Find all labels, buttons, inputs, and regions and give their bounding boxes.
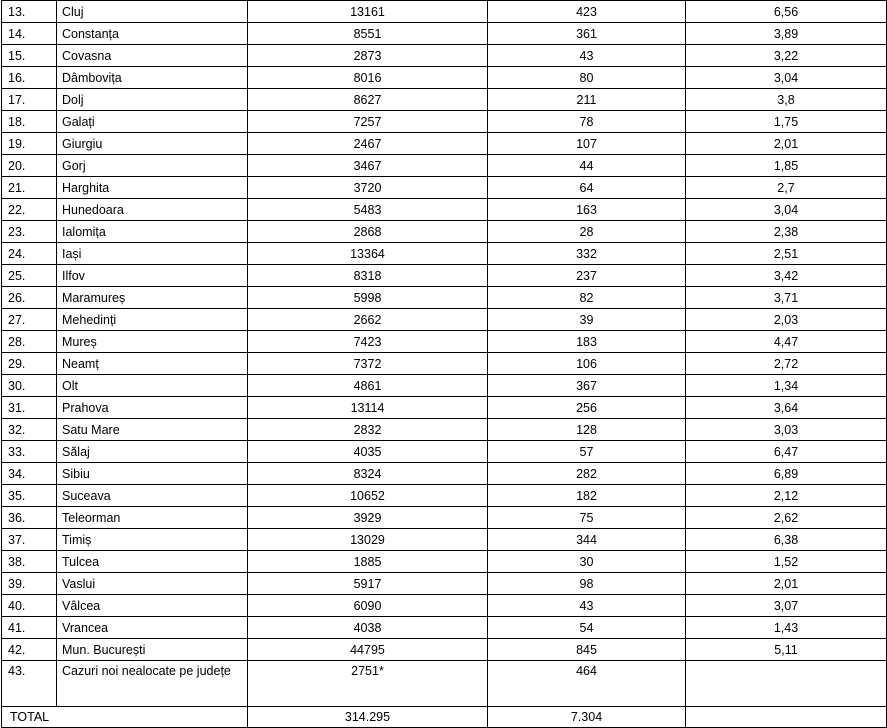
county-name: Cazuri noi nealocate pe județe bbox=[57, 661, 248, 707]
table-row-total bbox=[2, 707, 887, 728]
new-cases: 44 bbox=[488, 155, 686, 177]
row-number: 41. bbox=[2, 617, 57, 639]
total-cases: 13114 bbox=[248, 397, 488, 419]
total-cases: 13029 bbox=[248, 529, 488, 551]
rate: 2,01 bbox=[686, 133, 887, 155]
row-number: 29. bbox=[2, 353, 57, 375]
total-cases: 6090 bbox=[248, 595, 488, 617]
new-cases: 237 bbox=[488, 265, 686, 287]
rate: 6,56 bbox=[686, 1, 887, 23]
table-row bbox=[2, 463, 887, 485]
new-cases: 30 bbox=[488, 551, 686, 573]
county-name: Hunedoara bbox=[57, 199, 248, 221]
county-name: Constanța bbox=[57, 23, 248, 45]
total-cases: 7372 bbox=[248, 353, 488, 375]
new-cases: 282 bbox=[488, 463, 686, 485]
new-cases: 464 bbox=[488, 661, 686, 707]
rate: 6,89 bbox=[686, 463, 887, 485]
table-row bbox=[2, 177, 887, 199]
row-number: 17. bbox=[2, 89, 57, 111]
row-number: 18. bbox=[2, 111, 57, 133]
county-name: Maramureș bbox=[57, 287, 248, 309]
row-number: 26. bbox=[2, 287, 57, 309]
county-name: Mureș bbox=[57, 331, 248, 353]
total-cases: 3467 bbox=[248, 155, 488, 177]
county-name: Vâlcea bbox=[57, 595, 248, 617]
row-number: 13. bbox=[2, 1, 57, 23]
total-cases-sum: 314.295 bbox=[248, 707, 488, 728]
rate: 2,01 bbox=[686, 573, 887, 595]
rate: 1,34 bbox=[686, 375, 887, 397]
total-cases: 10652 bbox=[248, 485, 488, 507]
total-cases: 44795 bbox=[248, 639, 488, 661]
row-number: 16. bbox=[2, 67, 57, 89]
table-row-unallocated bbox=[2, 661, 887, 707]
new-cases: 182 bbox=[488, 485, 686, 507]
total-cases: 2751* bbox=[248, 661, 488, 707]
table-row bbox=[2, 309, 887, 331]
new-cases: 43 bbox=[488, 595, 686, 617]
new-cases: 344 bbox=[488, 529, 686, 551]
total-cases: 4861 bbox=[248, 375, 488, 397]
new-cases: 54 bbox=[488, 617, 686, 639]
rate: 5,11 bbox=[686, 639, 887, 661]
row-number: 21. bbox=[2, 177, 57, 199]
table-row bbox=[2, 375, 887, 397]
new-cases: 43 bbox=[488, 45, 686, 67]
new-cases: 80 bbox=[488, 67, 686, 89]
county-name: Teleorman bbox=[57, 507, 248, 529]
table-row bbox=[2, 419, 887, 441]
rate: 4,47 bbox=[686, 331, 887, 353]
row-number: 33. bbox=[2, 441, 57, 463]
new-cases: 332 bbox=[488, 243, 686, 265]
total-cases: 7257 bbox=[248, 111, 488, 133]
table-row bbox=[2, 243, 887, 265]
table-row bbox=[2, 1, 887, 23]
row-number: 28. bbox=[2, 331, 57, 353]
new-cases: 98 bbox=[488, 573, 686, 595]
new-cases: 361 bbox=[488, 23, 686, 45]
county-name: Olt bbox=[57, 375, 248, 397]
rate: 1,85 bbox=[686, 155, 887, 177]
county-name: Giurgiu bbox=[57, 133, 248, 155]
table-row bbox=[2, 89, 887, 111]
county-name: Vrancea bbox=[57, 617, 248, 639]
rate: 3,64 bbox=[686, 397, 887, 419]
county-name: Prahova bbox=[57, 397, 248, 419]
table-row bbox=[2, 551, 887, 573]
county-name: Dolj bbox=[57, 89, 248, 111]
county-name: Galați bbox=[57, 111, 248, 133]
total-cases: 5917 bbox=[248, 573, 488, 595]
total-cases: 2467 bbox=[248, 133, 488, 155]
row-number: 15. bbox=[2, 45, 57, 67]
row-number: 39. bbox=[2, 573, 57, 595]
total-cases: 13161 bbox=[248, 1, 488, 23]
total-cases: 4035 bbox=[248, 441, 488, 463]
rate: 3,07 bbox=[686, 595, 887, 617]
new-cases: 75 bbox=[488, 507, 686, 529]
new-cases: 128 bbox=[488, 419, 686, 441]
county-name: Suceava bbox=[57, 485, 248, 507]
table-row bbox=[2, 595, 887, 617]
new-cases: 64 bbox=[488, 177, 686, 199]
rate: 2,7 bbox=[686, 177, 887, 199]
county-name: Iași bbox=[57, 243, 248, 265]
new-cases: 256 bbox=[488, 397, 686, 419]
county-name: Dâmbovița bbox=[57, 67, 248, 89]
rate: 3,8 bbox=[686, 89, 887, 111]
county-name: Vaslui bbox=[57, 573, 248, 595]
total-cases: 1885 bbox=[248, 551, 488, 573]
row-number: 43. bbox=[2, 661, 57, 707]
table-row bbox=[2, 507, 887, 529]
total-cases: 8627 bbox=[248, 89, 488, 111]
total-cases: 3929 bbox=[248, 507, 488, 529]
rate: 1,52 bbox=[686, 551, 887, 573]
rate: 3,03 bbox=[686, 419, 887, 441]
row-number: 38. bbox=[2, 551, 57, 573]
new-cases: 211 bbox=[488, 89, 686, 111]
county-name: Ilfov bbox=[57, 265, 248, 287]
table-row bbox=[2, 45, 887, 67]
county-name: Mehedinți bbox=[57, 309, 248, 331]
new-cases: 107 bbox=[488, 133, 686, 155]
table-row bbox=[2, 617, 887, 639]
row-number: 22. bbox=[2, 199, 57, 221]
rate: 3,22 bbox=[686, 45, 887, 67]
total-cases: 8324 bbox=[248, 463, 488, 485]
rate: 6,38 bbox=[686, 529, 887, 551]
table-row bbox=[2, 397, 887, 419]
row-number: 37. bbox=[2, 529, 57, 551]
table-row bbox=[2, 221, 887, 243]
rate: 2,72 bbox=[686, 353, 887, 375]
county-name: Harghita bbox=[57, 177, 248, 199]
county-cases-table bbox=[1, 0, 887, 728]
new-cases: 367 bbox=[488, 375, 686, 397]
table-row bbox=[2, 529, 887, 551]
rate: 2,62 bbox=[686, 507, 887, 529]
county-name: Ialomița bbox=[57, 221, 248, 243]
rate bbox=[686, 661, 887, 707]
row-number: 32. bbox=[2, 419, 57, 441]
table-row bbox=[2, 485, 887, 507]
table-row bbox=[2, 133, 887, 155]
rate: 1,43 bbox=[686, 617, 887, 639]
new-cases: 78 bbox=[488, 111, 686, 133]
table-row bbox=[2, 287, 887, 309]
table-row bbox=[2, 199, 887, 221]
county-name: Satu Mare bbox=[57, 419, 248, 441]
rate: 1,75 bbox=[686, 111, 887, 133]
table-row bbox=[2, 155, 887, 177]
county-name: Mun. București bbox=[57, 639, 248, 661]
rate: 2,38 bbox=[686, 221, 887, 243]
rate: 2,03 bbox=[686, 309, 887, 331]
table-row bbox=[2, 441, 887, 463]
row-number: 20. bbox=[2, 155, 57, 177]
row-number: 40. bbox=[2, 595, 57, 617]
row-number: 23. bbox=[2, 221, 57, 243]
total-cases: 3720 bbox=[248, 177, 488, 199]
table-row bbox=[2, 23, 887, 45]
total-cases: 7423 bbox=[248, 331, 488, 353]
table-row bbox=[2, 331, 887, 353]
row-number: 36. bbox=[2, 507, 57, 529]
new-cases: 28 bbox=[488, 221, 686, 243]
new-cases: 39 bbox=[488, 309, 686, 331]
table-row bbox=[2, 573, 887, 595]
county-name: Cluj bbox=[57, 1, 248, 23]
row-number: 31. bbox=[2, 397, 57, 419]
rate: 3,71 bbox=[686, 287, 887, 309]
table-row bbox=[2, 111, 887, 133]
new-cases: 82 bbox=[488, 287, 686, 309]
rate: 6,47 bbox=[686, 441, 887, 463]
new-cases: 106 bbox=[488, 353, 686, 375]
county-name: Gorj bbox=[57, 155, 248, 177]
total-cases: 2832 bbox=[248, 419, 488, 441]
county-name: Sibiu bbox=[57, 463, 248, 485]
table-row bbox=[2, 639, 887, 661]
total-label: TOTAL bbox=[2, 707, 248, 728]
county-name: Covasna bbox=[57, 45, 248, 67]
row-number: 25. bbox=[2, 265, 57, 287]
rate: 3,89 bbox=[686, 23, 887, 45]
county-name: Tulcea bbox=[57, 551, 248, 573]
rate: 2,12 bbox=[686, 485, 887, 507]
new-cases: 845 bbox=[488, 639, 686, 661]
table-row bbox=[2, 265, 887, 287]
county-name: Sălaj bbox=[57, 441, 248, 463]
row-number: 19. bbox=[2, 133, 57, 155]
county-name: Neamț bbox=[57, 353, 248, 375]
new-cases: 163 bbox=[488, 199, 686, 221]
total-cases: 8551 bbox=[248, 23, 488, 45]
new-cases: 183 bbox=[488, 331, 686, 353]
rate-sum bbox=[686, 707, 887, 728]
row-number: 30. bbox=[2, 375, 57, 397]
rate: 3,42 bbox=[686, 265, 887, 287]
table-row bbox=[2, 67, 887, 89]
row-number: 14. bbox=[2, 23, 57, 45]
total-cases: 8016 bbox=[248, 67, 488, 89]
row-number: 34. bbox=[2, 463, 57, 485]
total-cases: 8318 bbox=[248, 265, 488, 287]
total-cases: 5483 bbox=[248, 199, 488, 221]
row-number: 27. bbox=[2, 309, 57, 331]
rate: 3,04 bbox=[686, 67, 887, 89]
total-cases: 2662 bbox=[248, 309, 488, 331]
table-row bbox=[2, 353, 887, 375]
total-cases: 2873 bbox=[248, 45, 488, 67]
row-number: 35. bbox=[2, 485, 57, 507]
new-cases: 57 bbox=[488, 441, 686, 463]
table-body bbox=[2, 1, 887, 728]
county-name: Timiș bbox=[57, 529, 248, 551]
total-cases: 4038 bbox=[248, 617, 488, 639]
new-cases-sum: 7.304 bbox=[488, 707, 686, 728]
rate: 3,04 bbox=[686, 199, 887, 221]
total-cases: 2868 bbox=[248, 221, 488, 243]
rate: 2,51 bbox=[686, 243, 887, 265]
row-number: 24. bbox=[2, 243, 57, 265]
total-cases: 5998 bbox=[248, 287, 488, 309]
new-cases: 423 bbox=[488, 1, 686, 23]
total-cases: 13364 bbox=[248, 243, 488, 265]
row-number: 42. bbox=[2, 639, 57, 661]
